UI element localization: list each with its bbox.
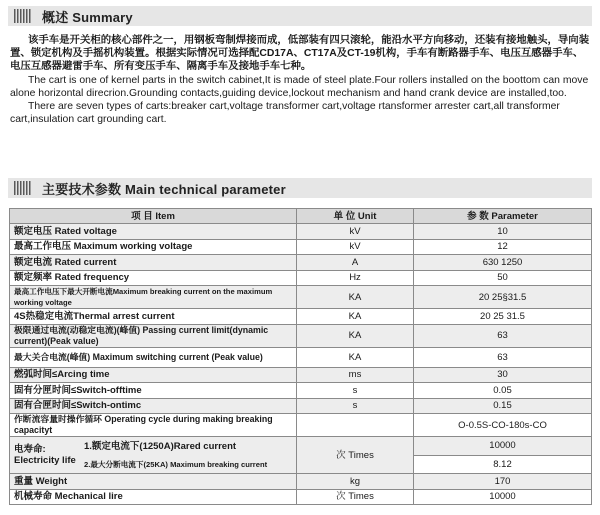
electricity-life-sub1: 1.额定电流下(1250A)Rared current bbox=[84, 440, 237, 452]
table-row bbox=[10, 286, 592, 309]
table-row bbox=[10, 414, 592, 437]
row-unit: KA bbox=[297, 324, 414, 347]
column-header-unit: 单 位 Unit bbox=[297, 209, 414, 224]
row-parameter: 10 bbox=[414, 224, 592, 240]
table-row bbox=[10, 255, 592, 271]
technical-header bbox=[8, 178, 592, 198]
row-item: 极限通过电流(动稳定电流)(峰值) Passing current limit(dynamic current)(Peak value) bbox=[10, 324, 297, 347]
row-parameter: 10000 bbox=[414, 489, 592, 505]
row-parameter: 63 bbox=[414, 324, 592, 347]
summary-text bbox=[10, 34, 590, 126]
row-parameter: 20 25 31.5 bbox=[414, 309, 592, 325]
section-stripes-icon bbox=[14, 9, 32, 23]
summary-paragraph-en-2: There are seven types of carts:breaker cart,voltage transformer cart,voltage rtansformer arrester cart,all transformer cart,insulation cart grounding cart. bbox=[10, 101, 560, 126]
row-parameter: 30 bbox=[414, 367, 592, 383]
summary-title: 概述 Summary bbox=[42, 9, 133, 25]
table-row-electricity-life bbox=[10, 437, 592, 456]
row-parameter: 50 bbox=[414, 270, 592, 286]
table-row bbox=[10, 324, 592, 347]
row-item: 固有分匣时间≤Switch-offtime bbox=[10, 383, 297, 399]
electricity-life-unit: 次 Times bbox=[297, 437, 414, 474]
summary-paragraph-en-1: The cart is one of kernel parts in the switch cabinet,It is made of steel plate.Four rollers installed on the boottom can move alone horizontal direcrion.Grounding contacts,guiding device,lockout mechanism and hand crank device are installed,too. bbox=[10, 74, 589, 99]
row-parameter: 0.05 bbox=[414, 383, 592, 399]
electricity-life-label-cn: 电寿命: bbox=[14, 444, 46, 455]
row-item: 重量 Weight bbox=[10, 474, 297, 490]
technical-title: 主要技术参数 Main technical parameter bbox=[42, 181, 286, 197]
summary-paragraph-cn: 该手车是开关柜的核心部件之一，用钢板弯制焊接而成，低部装有四只滚轮，能沿水平方向移动，还装有接地触头，导向装置、锁定机构及手摇机构装置。根据实际情况可选择配CD17A、CT17A及CT-19机构，手车有断路器手车、电压互感器手车、电压互感器避雷手车、所有变压手车、隔离手车及接地手车七种。 bbox=[10, 35, 590, 73]
row-unit: kV bbox=[297, 239, 414, 255]
row-item: 额定电流 Rated current bbox=[10, 255, 297, 271]
table-row bbox=[10, 398, 592, 414]
row-unit: KA bbox=[297, 286, 414, 309]
table-row bbox=[10, 367, 592, 383]
electricity-life-subitems bbox=[84, 437, 296, 473]
row-item: 最高工作电压下最大开断电流Maximum breaking current on the maximum working voltage bbox=[10, 286, 297, 309]
row-unit bbox=[297, 414, 414, 437]
row-item: 最高工作电压 Maximum working voltage bbox=[10, 239, 297, 255]
row-unit: s bbox=[297, 398, 414, 414]
row-item: 4S热稳定电流Thermal arrest current bbox=[10, 309, 297, 325]
row-unit: kV bbox=[297, 224, 414, 240]
table-row bbox=[10, 239, 592, 255]
electricity-life-label-en: Electricity life bbox=[14, 455, 76, 466]
row-item: 最大关合电流(峰值) Maximum switching current (Peak value) bbox=[10, 347, 297, 367]
row-parameter: 0.15 bbox=[414, 398, 592, 414]
electricity-life-value-2: 8.12 bbox=[414, 455, 592, 474]
electricity-life-label bbox=[10, 437, 84, 473]
table-row bbox=[10, 270, 592, 286]
row-unit: Hz bbox=[297, 270, 414, 286]
column-header-item: 项 目 Item bbox=[10, 209, 297, 224]
electricity-life-sub2: 2.最大分断电流下(25KA) Maximum breaking current bbox=[84, 459, 268, 469]
table-row bbox=[10, 383, 592, 399]
row-unit: KA bbox=[297, 309, 414, 325]
table-row bbox=[10, 474, 592, 490]
row-parameter: O-0.5S-CO-180s-CO bbox=[414, 414, 592, 437]
row-parameter: 20 25§31.5 bbox=[414, 286, 592, 309]
row-item: 额定电压 Rated voltage bbox=[10, 224, 297, 240]
section-stripes-icon bbox=[14, 181, 32, 195]
electricity-life-item bbox=[10, 437, 297, 474]
row-item: 燃弧时间≤Arcing time bbox=[10, 367, 297, 383]
table-row bbox=[10, 489, 592, 505]
row-parameter: 170 bbox=[414, 474, 592, 490]
table-row bbox=[10, 347, 592, 367]
row-unit: 次 Times bbox=[297, 489, 414, 505]
row-unit: s bbox=[297, 383, 414, 399]
electricity-life-value-1: 10000 bbox=[414, 437, 592, 456]
row-item: 机械寿命 Mechanical lire bbox=[10, 489, 297, 505]
row-parameter: 63 bbox=[414, 347, 592, 367]
table-row bbox=[10, 224, 592, 240]
column-header-parameter: 参 数 Parameter bbox=[414, 209, 592, 224]
row-unit: ms bbox=[297, 367, 414, 383]
row-item: 作断流容量时操作循环 Operating cycle during making breaking capacityt bbox=[10, 414, 297, 437]
row-unit: A bbox=[297, 255, 414, 271]
row-unit: KA bbox=[297, 347, 414, 367]
parameter-table bbox=[9, 208, 592, 505]
row-unit: kg bbox=[297, 474, 414, 490]
row-parameter: 630 1250 bbox=[414, 255, 592, 271]
summary-header bbox=[8, 6, 592, 26]
row-item: 固有合匣时间≤Switch-ontimc bbox=[10, 398, 297, 414]
table-row bbox=[10, 309, 592, 325]
table-header-row bbox=[10, 209, 592, 224]
row-parameter: 12 bbox=[414, 239, 592, 255]
row-item: 额定频率 Rated frequency bbox=[10, 270, 297, 286]
